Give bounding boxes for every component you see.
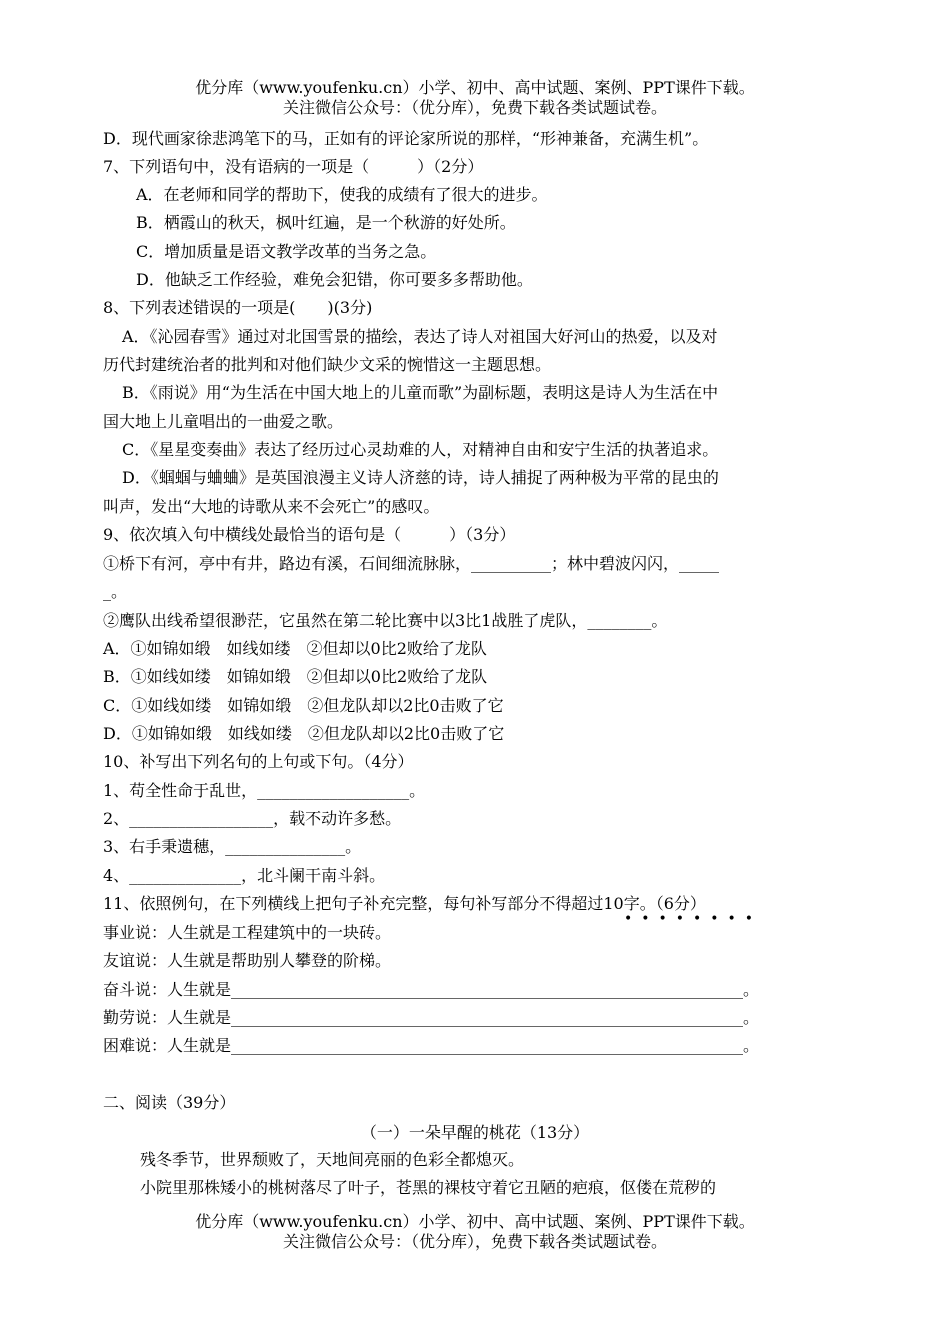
q8-option-b-cont: 国大地上儿童唱出的一曲爱之歌。 (103, 412, 344, 431)
q8-option-d-cont: 叫声，发出“大地的诗歌从来不会死亡”的感叹。 (103, 497, 440, 516)
q10-item-4: 4、______________，北斗阑干南斗斜。 (103, 866, 386, 885)
q9-stem: 9、依次填入句中横线处最恰当的语句是（ ）（3分） (103, 525, 516, 544)
q10-item-1: 1、苟全性命于乱世，___________________。 (103, 781, 426, 800)
footer-line-2: 关注微信公众号：（优分库），免费下载各类试题试卷。 (282, 1232, 667, 1251)
q8-option-c: C．《星星变奏曲》表达了经历过心灵劫难的人，对精神自由和安宁生活的执著追求。 (122, 440, 719, 459)
q9-sentence-2: ②鹰队出线希望很渺茫，它虽然在第二轮比赛中以3比1战胜了虎队，________。 (103, 611, 668, 630)
q7-option-b: B．栖霞山的秋天，枫叶红遍，是一个秋游的好处所。 (136, 213, 516, 232)
q11-stem: 11、依照例句，在下列横线上把句子补充完整，每句补写部分不得超过10字。（6分） (103, 894, 706, 913)
q11-blank-1: 奋斗说：人生就是________________________________________________________________。 (103, 980, 760, 999)
q11-blank-2: 勤劳说：人生就是________________________________________________________________。 (103, 1008, 760, 1027)
q9-option-c: C．①如线如缕 如锦如缎 ②但龙队却以2比0击败了它 (103, 696, 504, 715)
reading-para-2: 小院里那株矮小的桃树落尽了叶子，苍黑的裸枝守着它丑陋的疤痕，伛偻在荒秽的 (140, 1178, 717, 1197)
reading-1-title: （一）一朵早醒的桃花（13分） (360, 1123, 590, 1142)
q10-item-3: 3、右手秉遗穗，_______________。 (103, 837, 362, 856)
emphasis-dots: •••••••• (624, 911, 763, 927)
q9-option-a: A．①如锦如缎 如线如缕 ②但却以0比2败给了龙队 (103, 639, 487, 658)
q11-blank-3: 困难说：人生就是________________________________________________________________。 (103, 1036, 760, 1055)
section-2-title: 二、阅读（39分） (103, 1093, 236, 1112)
q8-stem: 8、下列表述错误的一项是( )(3分) (103, 298, 373, 317)
q11-example-2: 友谊说：人生就是帮助别人攀登的阶梯。 (103, 951, 392, 970)
header-line-2: 关注微信公众号：（优分库），免费下载各类试题试卷。 (282, 98, 667, 117)
q7-stem: 7、下列语句中，没有语病的一项是（ ）（2分） (103, 157, 484, 176)
q9-sentence-1-cont: _。 (103, 582, 128, 601)
reading-para-1: 残冬季节，世界颓败了，天地间亮丽的色彩全都熄灭。 (140, 1150, 525, 1169)
q7-option-a: A．在老师和同学的帮助下，使我的成绩有了很大的进步。 (136, 185, 548, 204)
q9-option-b: B．①如线如缕 如锦如缎 ②但却以0比2败给了龙队 (103, 667, 488, 686)
q8-option-b: B．《雨说》用“为生活在中国大地上的儿童而歌”为副标题，表明这是诗人为生活在中 (122, 383, 719, 402)
q10-item-2: 2、__________________，载不动许多愁。 (103, 809, 402, 828)
q10-stem: 10、补写出下列名句的上句或下句。（4分） (103, 752, 414, 771)
q11-example-1: 事业说：人生就是工程建筑中的一块砖。 (103, 923, 392, 942)
q9-option-d: D．①如锦如缎 如线如缕 ②但龙队却以2比0击败了它 (103, 724, 505, 743)
q7-option-c: C．增加质量是语文教学改革的当务之急。 (136, 242, 437, 261)
footer-line-1: 优分库（www.youfenku.cn）小学、初中、高中试题、案例、PPT课件下载。 (195, 1212, 755, 1231)
q8-option-a: A．《沁园春雪》通过对北国雪景的描绘，表达了诗人对祖国大好河山的热爱，以及对 (122, 327, 718, 346)
q7-option-d: D．他缺乏工作经验，难免会犯错，你可要多多帮助他。 (136, 270, 533, 289)
q9-sentence-1: ①桥下有河，亭中有井，路边有溪，石间细流脉脉，__________；林中碧波闪闪，_____ (103, 554, 720, 573)
q6-option-d: D．现代画家徐悲鸿笔下的马，正如有的评论家所说的那样，“形神兼备，充满生机”。 (103, 129, 709, 148)
header-line-1: 优分库（www.youfenku.cn）小学、初中、高中试题、案例、PPT课件下载。 (195, 78, 755, 97)
q8-option-d: D．《蝈蝈与蛐蛐》是英国浪漫主义诗人济慈的诗，诗人捕捉了两种极为平常的昆虫的 (122, 468, 719, 487)
q8-option-a-cont: 历代封建统治者的批判和对他们缺少文采的惋惜这一主题思想。 (103, 355, 552, 374)
